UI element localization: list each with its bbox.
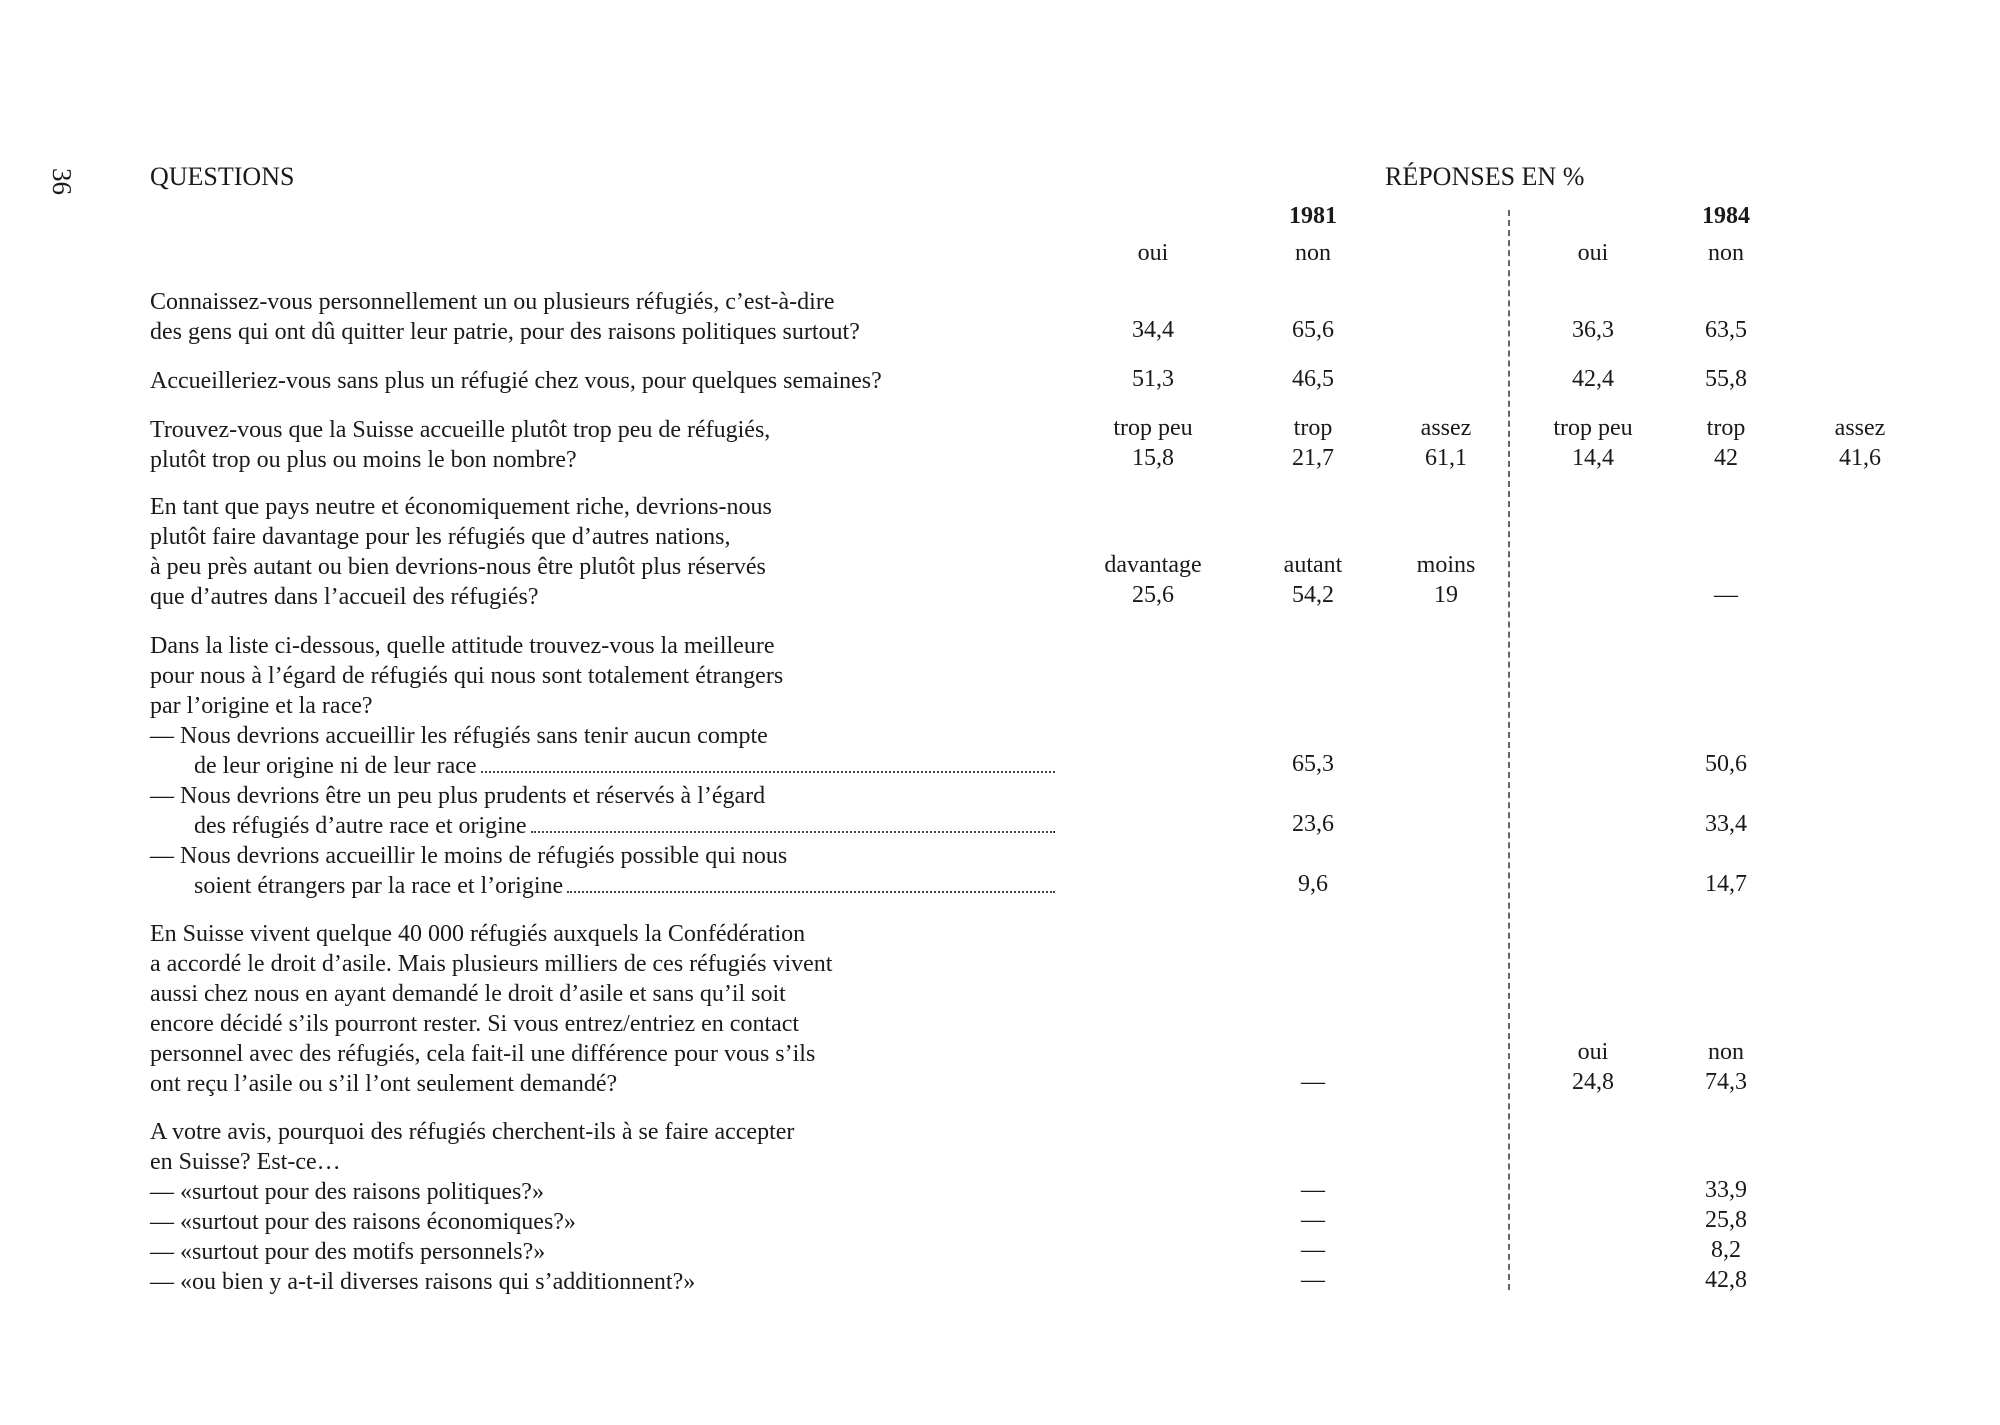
q1-oui-1981: 34,4	[1132, 317, 1174, 343]
question-line: à peu près autant ou bien devrions-nous être plutôt plus réservés	[150, 554, 766, 580]
dot-leader	[481, 771, 1055, 773]
question-item: des réfugiés d’autre race et origine	[194, 813, 527, 839]
question-line: A votre avis, pourquoi des réfugiés cherchent-ils à se faire accepter	[150, 1119, 795, 1145]
q4-label-autant: autant	[1283, 552, 1343, 578]
question-line: personnel avec des réfugiés, cela fait-il une différence pour vous s’ils	[150, 1041, 816, 1067]
question-item: soient étrangers par la race et l’origine	[194, 873, 564, 899]
q3-label-trop-peu-1981: trop peu	[1113, 415, 1193, 441]
q3-trop-peu-1984: 14,4	[1572, 445, 1614, 471]
q4-1984: —	[1714, 582, 1738, 608]
year-1984: 1984	[1702, 203, 1750, 229]
q3-label-trop-peu-1984: trop peu	[1553, 415, 1633, 441]
question-line: en Suisse? Est-ce…	[150, 1149, 341, 1175]
dot-leader	[567, 891, 1055, 893]
q2-oui-1984: 42,4	[1572, 366, 1614, 392]
question-item: — Nous devrions accueillir les réfugiés sans tenir aucun compte	[150, 723, 768, 749]
question-line: des gens qui ont dû quitter leur patrie, pour des raisons politiques surtout?	[150, 319, 860, 345]
question-line: En Suisse vivent quelque 40 000 réfugiés auxquels la Confédération	[150, 921, 806, 947]
q6-non-1984: 74,3	[1705, 1069, 1747, 1095]
q3-label-assez-1981: assez	[1420, 415, 1472, 441]
q5-item3-1984: 14,7	[1705, 871, 1747, 897]
question-item: — Nous devrions être un peu plus prudents et réservés à l’égard	[150, 783, 766, 809]
year-divider	[1508, 210, 1510, 1290]
q5-item2-1981: 23,6	[1292, 811, 1334, 837]
q6-label-non: non	[1708, 1039, 1744, 1065]
q3-trop-peu-1981: 15,8	[1132, 445, 1174, 471]
q7-item1-1981: —	[1301, 1177, 1325, 1203]
q7-item4-1984: 42,8	[1705, 1267, 1747, 1293]
q3-label-trop-1981: trop	[1293, 415, 1333, 441]
question-item: de leur origine ni de leur race	[194, 753, 477, 779]
q7-item1-1984: 33,9	[1705, 1177, 1747, 1203]
question-line: a accordé le droit d’asile. Mais plusieurs milliers de ces réfugiés vivent	[150, 951, 833, 977]
year-1981: 1981	[1289, 203, 1337, 229]
question-6	[150, 919, 1055, 1099]
question-line: pour nous à l’égard de réfugiés qui nous sont totalement étrangers	[150, 663, 784, 689]
q4-davantage-1981: 25,6	[1132, 582, 1174, 608]
q3-assez-1981: 61,1	[1425, 445, 1467, 471]
q3-trop-1981: 21,7	[1292, 445, 1334, 471]
q5-item3-1981: 9,6	[1298, 871, 1328, 897]
col-non-1984: non	[1708, 240, 1744, 266]
q4-label-davantage: davantage	[1104, 552, 1202, 578]
q5-item1-1981: 65,3	[1292, 751, 1334, 777]
question-5	[150, 631, 1055, 901]
question-item: — «surtout pour des raisons économiques?»	[150, 1209, 576, 1235]
question-4	[150, 492, 1055, 612]
q2-non-1984: 55,8	[1705, 366, 1747, 392]
question-item: — «surtout pour des raisons politiques?»	[150, 1179, 544, 1205]
q7-item3-1984: 8,2	[1711, 1237, 1741, 1263]
question-item: — «ou bien y a-t-il diverses raisons qui s’additionnent?»	[150, 1269, 696, 1295]
q3-trop-1984: 42	[1714, 445, 1738, 471]
q7-item2-1984: 25,8	[1705, 1207, 1747, 1233]
question-item: — «surtout pour des motifs personnels?»	[150, 1239, 546, 1265]
responses-header: RÉPONSES EN %	[1385, 162, 1585, 191]
questions-header: QUESTIONS	[150, 162, 295, 191]
q4-label-moins: moins	[1416, 552, 1476, 578]
question-line: plutôt faire davantage pour les réfugiés que d’autres nations,	[150, 524, 731, 550]
question-line: Trouvez-vous que la Suisse accueille plutôt trop peu de réfugiés,	[150, 417, 771, 443]
question-line: aussi chez nous en ayant demandé le droit d’asile et sans qu’il soit	[150, 981, 786, 1007]
q3-assez-1984: 41,6	[1839, 445, 1881, 471]
q5-item1-1984: 50,6	[1705, 751, 1747, 777]
q7-item2-1981: —	[1301, 1207, 1325, 1233]
col-oui-1981: oui	[1137, 240, 1169, 266]
q2-non-1981: 46,5	[1292, 366, 1334, 392]
question-line: que d’autres dans l’accueil des réfugiés?	[150, 584, 539, 610]
q3-label-assez-1984: assez	[1834, 415, 1886, 441]
q6-label-oui: oui	[1577, 1039, 1609, 1065]
q7-item3-1981: —	[1301, 1237, 1325, 1263]
q6-oui-1984: 24,8	[1572, 1069, 1614, 1095]
q7-item4-1981: —	[1301, 1267, 1325, 1293]
dot-leader	[531, 831, 1056, 833]
q4-moins-1981: 19	[1434, 582, 1458, 608]
question-line: Connaissez-vous personnellement un ou plusieurs réfugiés, c’est-à-dire	[150, 289, 835, 315]
col-non-1981: non	[1295, 240, 1331, 266]
question-line: plutôt trop ou plus ou moins le bon nombre?	[150, 447, 577, 473]
q5-item2-1984: 33,4	[1705, 811, 1747, 837]
col-oui-1984: oui	[1577, 240, 1609, 266]
question-1	[150, 287, 860, 347]
q3-label-trop-1984: trop	[1706, 415, 1746, 441]
question-7	[150, 1117, 1055, 1297]
question-2	[150, 366, 882, 396]
question-item: — Nous devrions accueillir le moins de réfugiés possible qui nous	[150, 843, 788, 869]
q4-autant-1981: 54,2	[1292, 582, 1334, 608]
question-line: En tant que pays neutre et économiquement riche, devrions-nous	[150, 494, 772, 520]
q1-oui-1984: 36,3	[1572, 317, 1614, 343]
question-line: ont reçu l’asile ou s’il l’ont seulement demandé?	[150, 1071, 618, 1097]
q1-non-1981: 65,6	[1292, 317, 1334, 343]
q6-1981: —	[1301, 1069, 1325, 1095]
question-line: encore décidé s’ils pourront rester. Si vous entrez/entriez en contact	[150, 1011, 800, 1037]
question-line: Accueilleriez-vous sans plus un réfugié chez vous, pour quelques semaines?	[150, 368, 882, 394]
page-number: 36	[47, 168, 77, 195]
question-line: par l’origine et la race?	[150, 693, 373, 719]
q2-oui-1981: 51,3	[1132, 366, 1174, 392]
q1-non-1984: 63,5	[1705, 317, 1747, 343]
question-line: Dans la liste ci-dessous, quelle attitude trouvez-vous la meilleure	[150, 633, 775, 659]
question-3	[150, 415, 1055, 475]
